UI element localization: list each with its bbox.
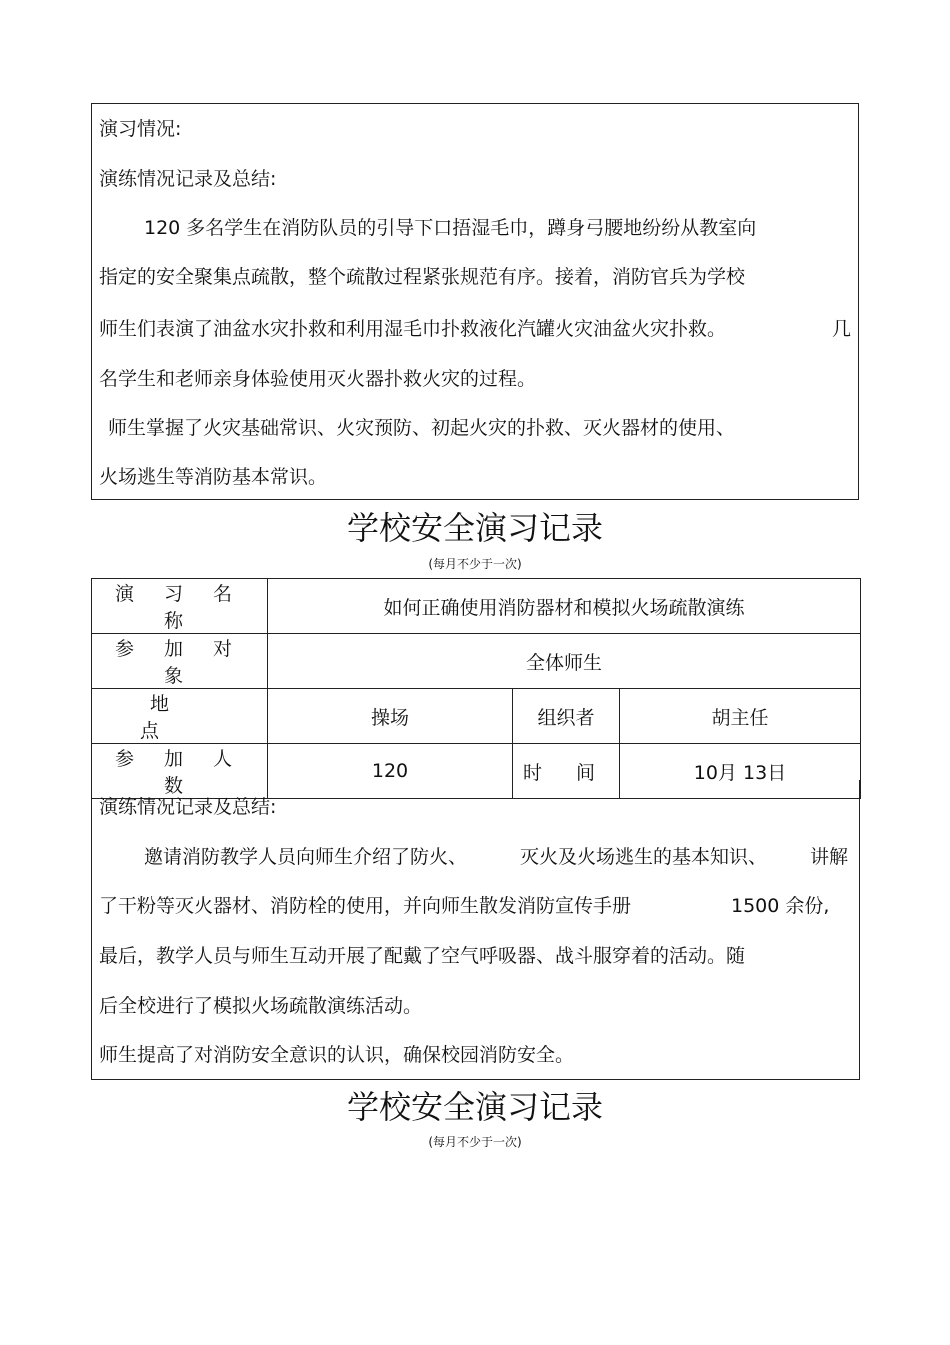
summary-line: 灭火及火场逃生的基本知识、 bbox=[520, 846, 768, 868]
record-subtitle: (每月不少于一次) bbox=[428, 557, 522, 571]
summary-line: 最后，教学人员与师生互动开展了配戴了空气呼吸器、战斗服穿着的活动。随 bbox=[99, 945, 746, 967]
participants-label: 参 加 对 象 bbox=[92, 634, 268, 689]
summary-line: 火场逃生等消防基本常识。 bbox=[99, 466, 328, 488]
drill-situation-heading: 演习情况: bbox=[99, 118, 182, 140]
drill-summary-box bbox=[91, 780, 860, 1080]
summary-line: 名学生和老师亲身体验使用灭火器扑救火灾的过程。 bbox=[99, 368, 537, 390]
record-subtitle: (每月不少于一次) bbox=[428, 1135, 522, 1149]
summary-line: 师生们表演了油盆水灾扑救和利用湿毛巾扑救液化汽罐火灾油盆火灾扑救。 bbox=[99, 318, 727, 340]
drill-situation-box bbox=[91, 103, 859, 500]
drill-name-value: 如何正确使用消防器材和模拟火场疏散演练 bbox=[268, 579, 861, 634]
time-label: 时 间 bbox=[513, 744, 620, 799]
summary-line: 了干粉等灭火器材、消防栓的使用，并向师生散发消防宣传手册 bbox=[99, 895, 632, 917]
organizer-value: 胡主任 bbox=[620, 689, 861, 744]
summary-line: 指定的安全聚集点疏散，整个疏散过程紧张规范有序。接着，消防官兵为学校 bbox=[99, 266, 746, 288]
summary-label: 演练情况记录及总结: bbox=[99, 796, 277, 818]
table-row bbox=[92, 634, 861, 689]
record-title: 学校安全演习记录 bbox=[346, 1088, 603, 1126]
summary-line: 120 多名学生在消防队员的引导下口捂湿毛巾，蹲身弓腰地纷纷从教室向 bbox=[144, 217, 757, 239]
summary-line: 师生提高了对消防安全意识的认识，确保校园消防安全。 bbox=[99, 1044, 575, 1066]
summary-line: 后全校进行了模拟火场疏散演练活动。 bbox=[99, 995, 423, 1017]
summary-label: 演练情况记录及总结: bbox=[99, 168, 277, 190]
table-row bbox=[92, 689, 861, 744]
summary-line: 讲解 bbox=[810, 846, 849, 868]
summary-line: 几 bbox=[832, 318, 852, 340]
time-value: 10月 13日 bbox=[620, 744, 861, 799]
participants-value: 全体师生 bbox=[268, 634, 861, 689]
summary-line: 师生掌握了火灾基础常识、火灾预防、初起火灾的扑救、灭火器材的使用、 bbox=[108, 417, 736, 439]
table-row bbox=[92, 579, 861, 634]
location-label: 地 点 bbox=[92, 689, 268, 744]
summary-line: 邀请消防教学人员向师生介绍了防火、 bbox=[144, 846, 468, 868]
record-title: 学校安全演习记录 bbox=[346, 509, 603, 547]
summary-line: 1500 余份, bbox=[731, 895, 830, 917]
location-value: 操场 bbox=[268, 689, 513, 744]
drill-info-table bbox=[91, 578, 861, 799]
organizer-label: 组织者 bbox=[513, 689, 620, 744]
participant-count-value: 120 bbox=[268, 744, 513, 799]
participant-count-label: 参 加 人 数 bbox=[92, 744, 268, 799]
drill-name-label: 演 习 名 称 bbox=[92, 579, 268, 634]
